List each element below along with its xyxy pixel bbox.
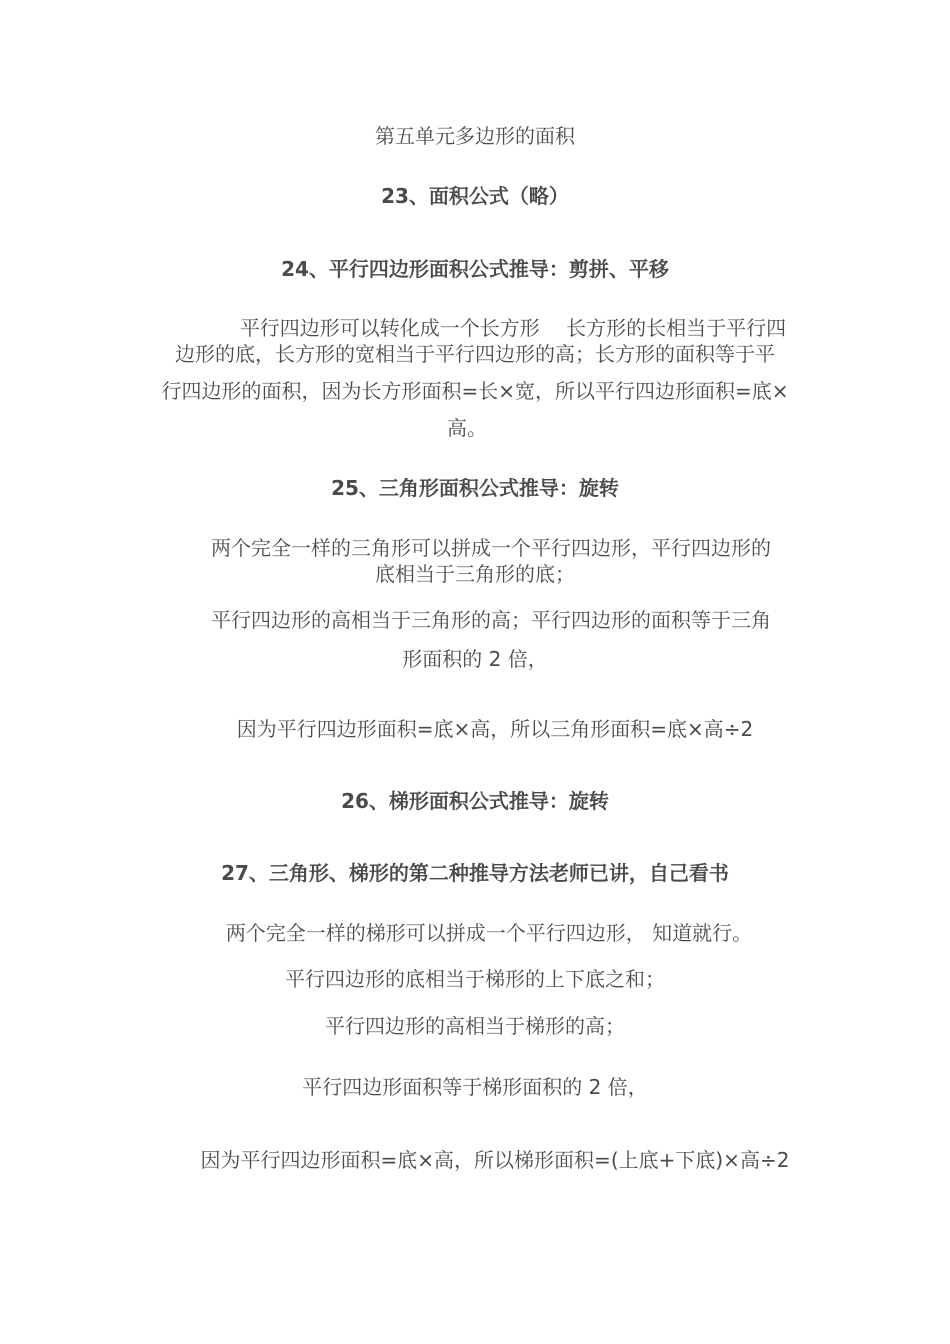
section-24-heading: 24、平行四边形面积公式推导：剪拼、平移	[281, 257, 669, 281]
p25b-line-1: 平行四边形的高相当于三角形的高；平行四边形的面积等于三角	[211, 608, 771, 632]
p24-line-3: 行四边形的面积，因为长方形面积=长×宽，所以平行四边形面积=底×	[161, 379, 789, 403]
section-27-line-3: 平行四边形的高相当于梯形的高；	[325, 1014, 625, 1038]
p24-line-2: 边形的底，长方形的宽相当于平行四边形的高；长方形的面积等于平	[175, 342, 775, 366]
section-27-heading: 27、三角形、梯形的第二种推导方法老师已讲，自己看书	[221, 861, 729, 885]
section-27-line-1: 两个完全一样的梯形可以拼成一个平行四边形， 知道就行。	[225, 921, 753, 945]
section-27-line-2: 平行四边形的底相当于梯形的上下底之和；	[285, 967, 665, 991]
p24-line-4: 高。	[447, 416, 487, 440]
section-23-heading: 23、面积公式（略）	[381, 184, 569, 208]
section-25-heading: 25、三角形面积公式推导：旋转	[331, 476, 619, 500]
p24-line-1: 平行四边形可以转化成一个长方形 长方形的长相当于平行四	[239, 316, 787, 340]
p25a-line-2: 底相当于三角形的底；	[375, 562, 575, 586]
section-26-heading: 26、梯形面积公式推导：旋转	[341, 789, 609, 813]
page-title: 第五单元多边形的面积	[375, 124, 575, 148]
section-27-line-4: 平行四边形面积等于梯形面积的 2 倍，	[302, 1075, 648, 1099]
section-27-conclusion: 因为平行四边形面积=底×高，所以梯形面积=(上底+下底)×高÷2	[200, 1148, 790, 1172]
p25b-line-2: 形面积的 2 倍，	[402, 647, 548, 671]
p25a-line-1: 两个完全一样的三角形可以拼成一个平行四边形，平行四边形的	[211, 536, 771, 560]
section-25-conclusion: 因为平行四边形面积=底×高，所以三角形面积=底×高÷2	[236, 717, 754, 741]
